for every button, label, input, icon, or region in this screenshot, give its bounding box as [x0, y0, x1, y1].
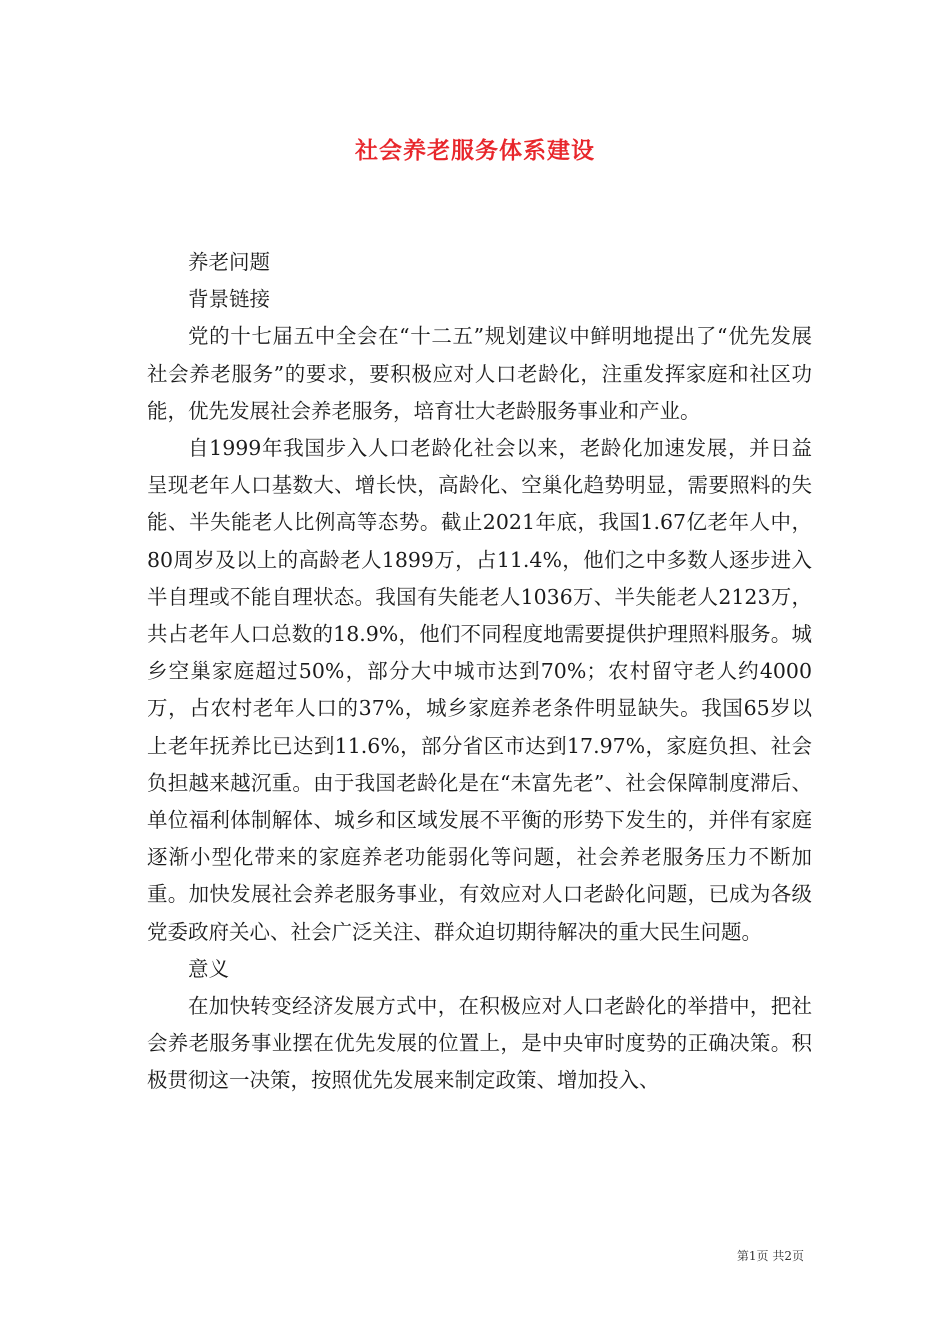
page-number: 第1页 共2页	[736, 1249, 804, 1263]
paragraph-significance: 在加快转变经济发展方式中，在积极应对人口老龄化的举措中，把社会养老服务事业摆在优先发展的位置上，是中央审时度势的正确决策。积极贯彻这一决策，按照优先发展来制定政策、增加投入、	[147, 994, 812, 1093]
section-heading-significance: 意义	[188, 956, 229, 981]
paragraph-intro: 党的十七届五中全会在“十二五”规划建议中鲜明地提出了“优先发展社会养老服务”的要求，要积极应对人口老龄化，注重发挥家庭和社区功能，优先发展社会养老服务，培育壮大老龄服务事业和产业。	[147, 324, 812, 423]
section-heading-background: 背景链接	[188, 287, 270, 312]
document-title: 社会养老服务体系建设	[355, 137, 595, 164]
paragraph-statistics: 自1999年我国步入人口老龄化社会以来，老龄化加速发展，并日益呈现老年人口基数大、增长快，高龄化、空巢化趋势明显，需要照料的失能、半失能老人比例高等态势。截止2021年底，我国1.67亿老年人中，80周岁及以上的高龄老人1899万，占11.4%，他们之中多数人逐步进入半自理或不能自理状态。我国有失能老人1036万、半失能老人2123万，共占老年人口总数的18.9%，他们不同程度地需要提供护理照料服务。城乡空巢家庭超过50%，部分大中城市达到70%；农村留守老人约4000万，占农村老年人口的37%，城乡家庭养老条件明显缺失。我国65岁以上老年抚养比已达到11.6%，部分省区市达到17.97%，家庭负担、社会负担越来越沉重。由于我国老龄化是在“未富先老”、社会保障制度滞后、单位福利体制解体、城乡和区域发展不平衡的形势下发生的，并伴有家庭逐渐小型化带来的家庭养老功能弱化等问题，社会养老服务压力不断加重。加快发展社会养老服务事业，有效应对人口老龄化问题，已成为各级党委政府关心、社会广泛关注、群众迫切期待解决的重大民生问题。	[147, 436, 812, 944]
section-heading-elderly-issue: 养老问题	[188, 250, 270, 274]
document-body	[147, 244, 812, 1100]
